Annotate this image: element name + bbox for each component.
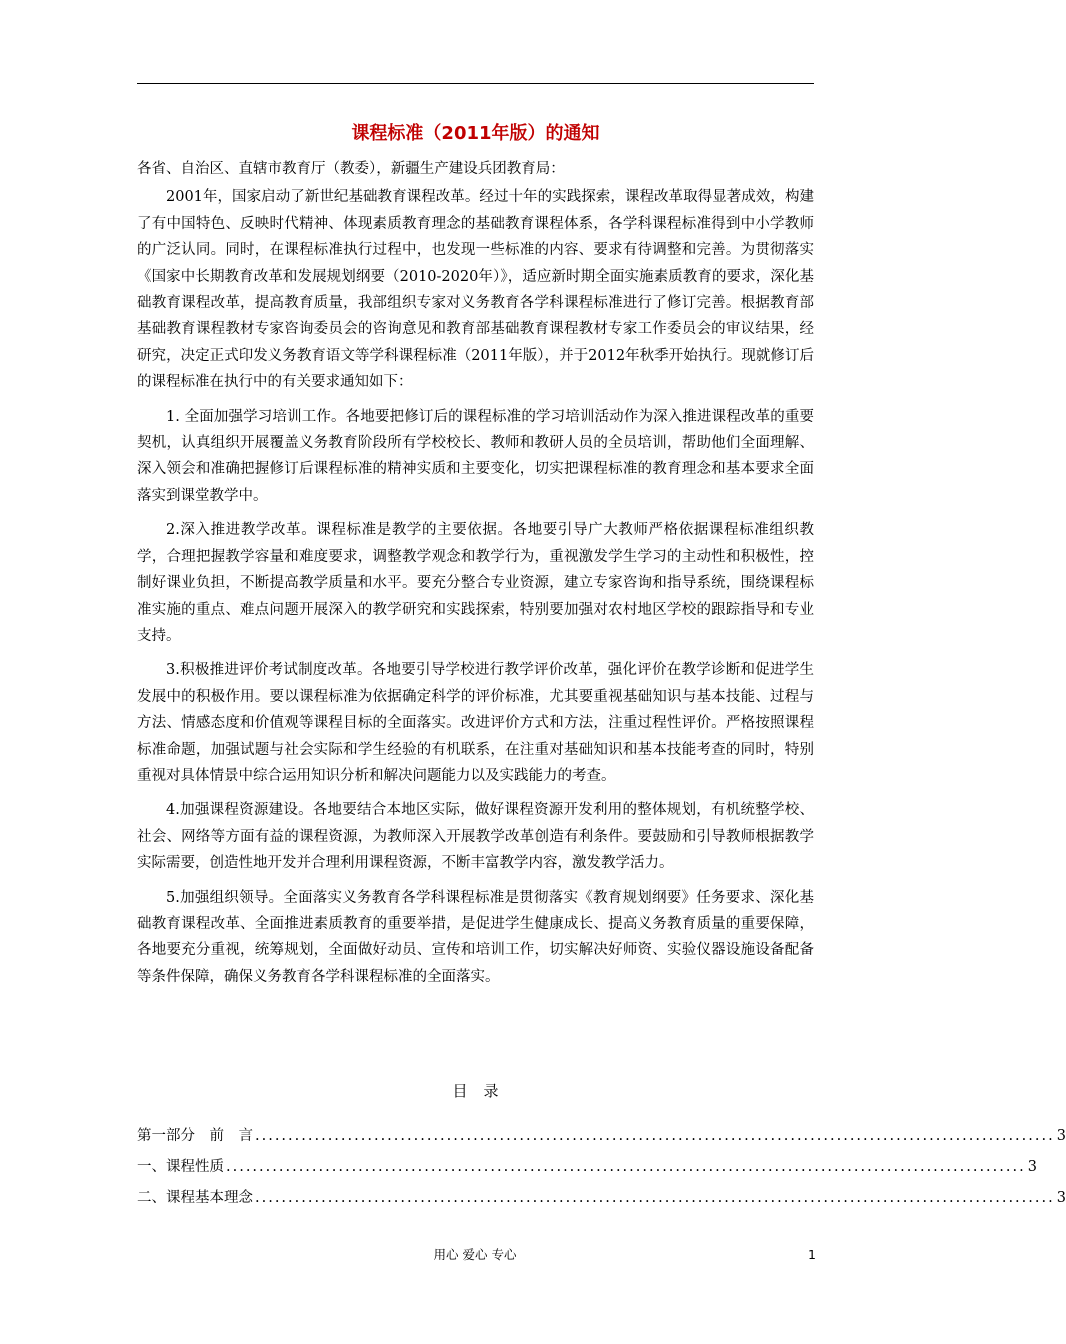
toc-entry[interactable]: [137, 1155, 1037, 1179]
intro-paragraph: 2001年，国家启动了新世纪基础教育课程改革。经过十年的实践探索，课程改革取得显著成效，构建了有中国特色、反映时代精神、体现素质教育理念的基础教育课程体系，各学科课程标准得到中小学教师的广泛认同。同时，在课程标准执行过程中，也发现一些标准的内容、要求有待调整和完善。为贯彻落实《国家中长期教育改革和发展规划纲要（2010-2020年）》，适应新时期全面实施素质教育的要求，深化基础教育课程改革，提高教育质量，我部组织专家对义务教育各学科课程标准进行了修订完善。根据教育部基础教育课程教材专家咨询委员会的咨询意见和教育部基础教育课程教材专家工作委员会的审议结果，经研究，决定正式印发义务教育语文等学科课程标准（2011年版），并于2012年秋季开始执行。现就修订后的课程标准在执行中的有关要求通知如下：: [137, 189, 814, 391]
toc-entry-page: 3: [1056, 1128, 1066, 1144]
toc-leader-dots: .........................................................................................................................: [255, 1128, 1055, 1144]
table-of-contents: [137, 1124, 1066, 1210]
header-rule: [137, 83, 814, 84]
toc-entry[interactable]: [137, 1186, 1066, 1210]
toc-entry-label: 第一部分 前 言: [137, 1128, 253, 1144]
toc-entry-page: 3: [1056, 1190, 1066, 1206]
requirement-paragraph-4: 4.加强课程资源建设。各地要结合本地区实际，做好课程资源开发利用的整体规划，有机统整学校、社会、网络等方面有益的课程资源，为教师深入开展教学改革创造有利条件。要鼓励和引导教师根据教学实际需要，创造性地开发并合理利用课程资源，不断丰富教学内容，激发教学活力。: [137, 802, 814, 872]
toc-heading: 目录: [452, 1082, 515, 1100]
footer-motto: 用心 爱心 专心: [433, 1247, 517, 1262]
document-body: [137, 156, 814, 998]
toc-entry-label: 二、课程基本理念: [137, 1190, 253, 1206]
requirement-paragraph-5: 5.加强组织领导。全面落实义务教育各学科课程标准是贯彻落实《教育规划纲要》任务要求、深化基础教育课程改革、全面推进素质教育的重要举措，是促进学生健康成长、提高义务教育质量的重要保障，各地要充分重视，统筹规划，全面做好动员、宣传和培训工作，切实解决好师资、实验仪器设施设备配备等条件保障，确保义务教育各学科课程标准的全面落实。: [137, 889, 814, 985]
toc-entry-page: 3: [1027, 1159, 1037, 1175]
requirement-paragraph-1: 1. 全面加强学习培训工作。各地要把修订后的课程标准的学习培训活动作为深入推进课程改革的重要契机，认真组织开展覆盖义务教育阶段所有学校校长、教师和教研人员的全员培训，帮助他们全面理解、深入领会和准确把握修订后课程标准的精神实质和主要变化，切实把课程标准的教育理念和基本要求全面落实到课堂教学中。: [137, 408, 814, 504]
salutation: 各省、自治区、直辖市教育厅（教委），新疆生产建设兵团教育局：: [137, 161, 565, 177]
toc-entry[interactable]: [137, 1124, 1066, 1148]
requirement-paragraph-3: 3.积极推进评价考试制度改革。各地要引导学校进行教学评价改革，强化评价在教学诊断和促进学生发展中的积极作用。要以课程标准为依据确定科学的评价标准，尤其要重视基础知识与基本技能、过程与方法、情感态度和价值观等课程目标的全面落实。改进评价方式和方法，注重过程性评价。严格按照课程标准命题，加强试题与社会实际和学生经验的有机联系，在注重对基础知识和基本技能考查的同时，特别重视对具体情景中综合运用知识分析和解决问题能力以及实践能力的考查。: [137, 662, 814, 784]
toc-leader-dots: .........................................................................................................................: [255, 1190, 1055, 1206]
requirement-paragraph-2: 2.深入推进教学改革。课程标准是教学的主要依据。各地要引导广大教师严格依据课程标准组织教学，合理把握教学容量和难度要求，调整教学观念和教学行为，重视激发学生学习的主动性和积极性，控制好课业负担，不断提高教学质量和水平。要充分整合专业资源，建立专家咨询和指导系统，围绕课程标准实施的重点、难点问题开展深入的教学研究和实践探索，特别要加强对农村地区学校的跟踪指导和专业支持。: [137, 522, 814, 644]
toc-entry-label: 一、课程性质: [137, 1159, 224, 1175]
page-number: 1: [808, 1247, 816, 1262]
document-title: 课程标准（2011年版）的通知: [351, 123, 600, 144]
toc-leader-dots: .........................................................................................................................: [226, 1159, 1026, 1175]
